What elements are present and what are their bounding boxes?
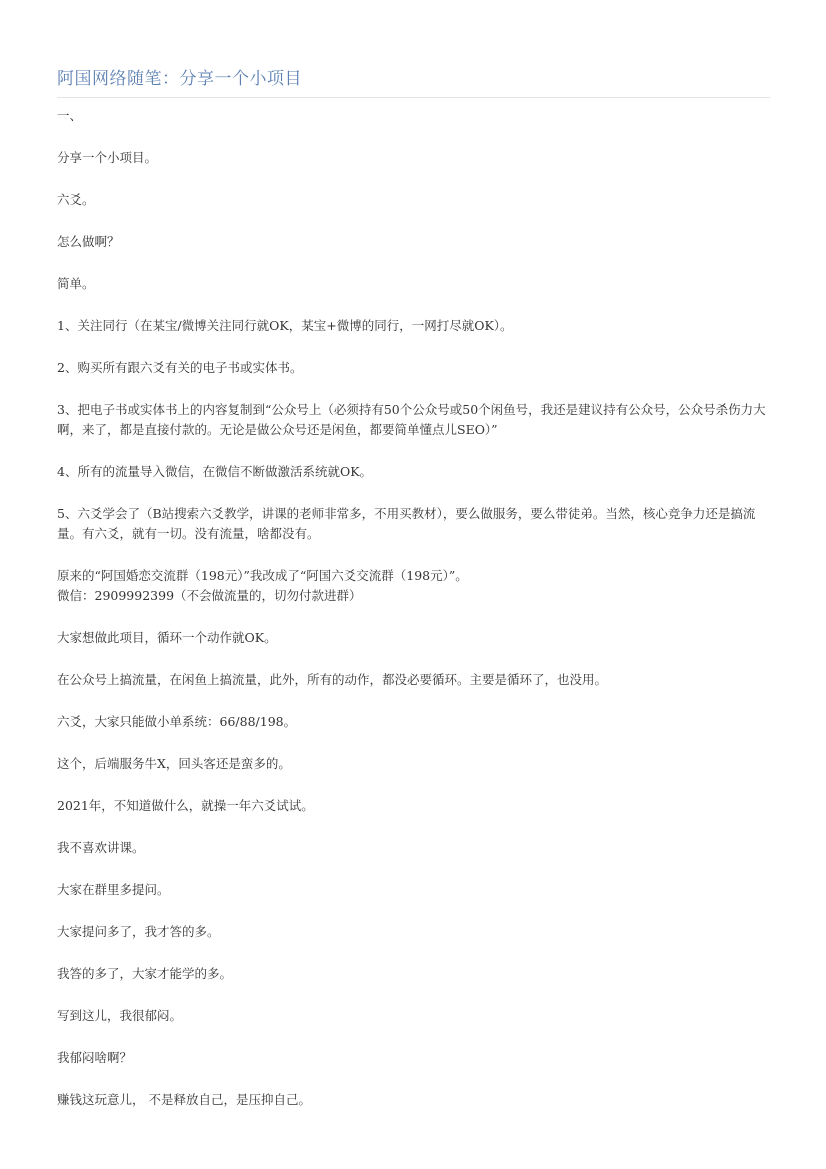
paragraph-wechat: 微信：2909992399（不会做流量的，切勿付款进群） [57, 588, 362, 603]
paragraph-group-note: 原来的“阿国婚恋交流群（198元）”我改成了“阿国六爻交流群（198元）”。 [57, 568, 468, 583]
paragraph: 大家提问多了，我才答的多。 [57, 924, 220, 939]
paragraph: 六爻。 [57, 192, 95, 207]
paragraph: 大家在群里多提问。 [57, 882, 170, 897]
article-title: 阿国网络随笔：分享一个小项目 [57, 69, 302, 89]
title-divider [57, 97, 770, 98]
paragraph: 怎么做啊？ [57, 234, 120, 249]
paragraph: 六爻，大家只能做小单系统：66/88/198。 [57, 714, 297, 729]
paragraph-step-1: 1、关注同行（在某宝/微博关注同行就OK，某宝+微博的同行，一网打尽就OK）。 [57, 318, 513, 333]
paragraph: 赚钱这玩意儿， 不是释放自己，是压抑自己。 [57, 1092, 311, 1107]
paragraph: 这个，后端服务牛X，回头客还是蛮多的。 [57, 756, 291, 771]
paragraph: 写到这儿，我很郁闷。 [57, 1008, 183, 1023]
paragraph: 在公众号上搞流量，在闲鱼上搞流量，此外，所有的动作，都没必要循环。主要是循环了，也没用。 [57, 672, 608, 687]
paragraph: 我答的多了，大家才能学的多。 [57, 966, 233, 981]
paragraph: 我郁闷啥啊？ [57, 1050, 133, 1065]
paragraph-step-3: 3、把电子书或实体书上的内容复制到“公众号上（必须持有50个公众号或50个闲鱼号，我还是建议持有公众号，公众号杀伤力大啊，来了，都是直接付款的。无论是做公众号还是闲鱼，都要简单懂点儿SEO）” [57, 402, 766, 437]
paragraph-step-4: 4、所有的流量导入微信，在微信不断做激活系统就OK。 [57, 464, 373, 479]
paragraph-step-5: 5、六爻学会了（B站搜索六爻教学，讲课的老师非常多，不用买教材），要么做服务，要么带徒弟。当然，核心竞争力还是搞流量。有六爻，就有一切。没有流量，啥都没有。 [57, 506, 756, 541]
paragraph: 我不喜欢讲课。 [57, 840, 145, 855]
paragraph: 分享一个小项目。 [57, 150, 158, 165]
paragraph-section-one: 一、 [57, 108, 83, 123]
paragraph: 2021年，不知道做什么，就操一年六爻试试。 [57, 798, 314, 813]
paragraph: 简单。 [57, 276, 95, 291]
paragraph: 大家想做此项目，循环一个动作就OK。 [57, 630, 277, 645]
paragraph-step-2: 2、购买所有跟六爻有关的电子书或实体书。 [57, 360, 303, 375]
